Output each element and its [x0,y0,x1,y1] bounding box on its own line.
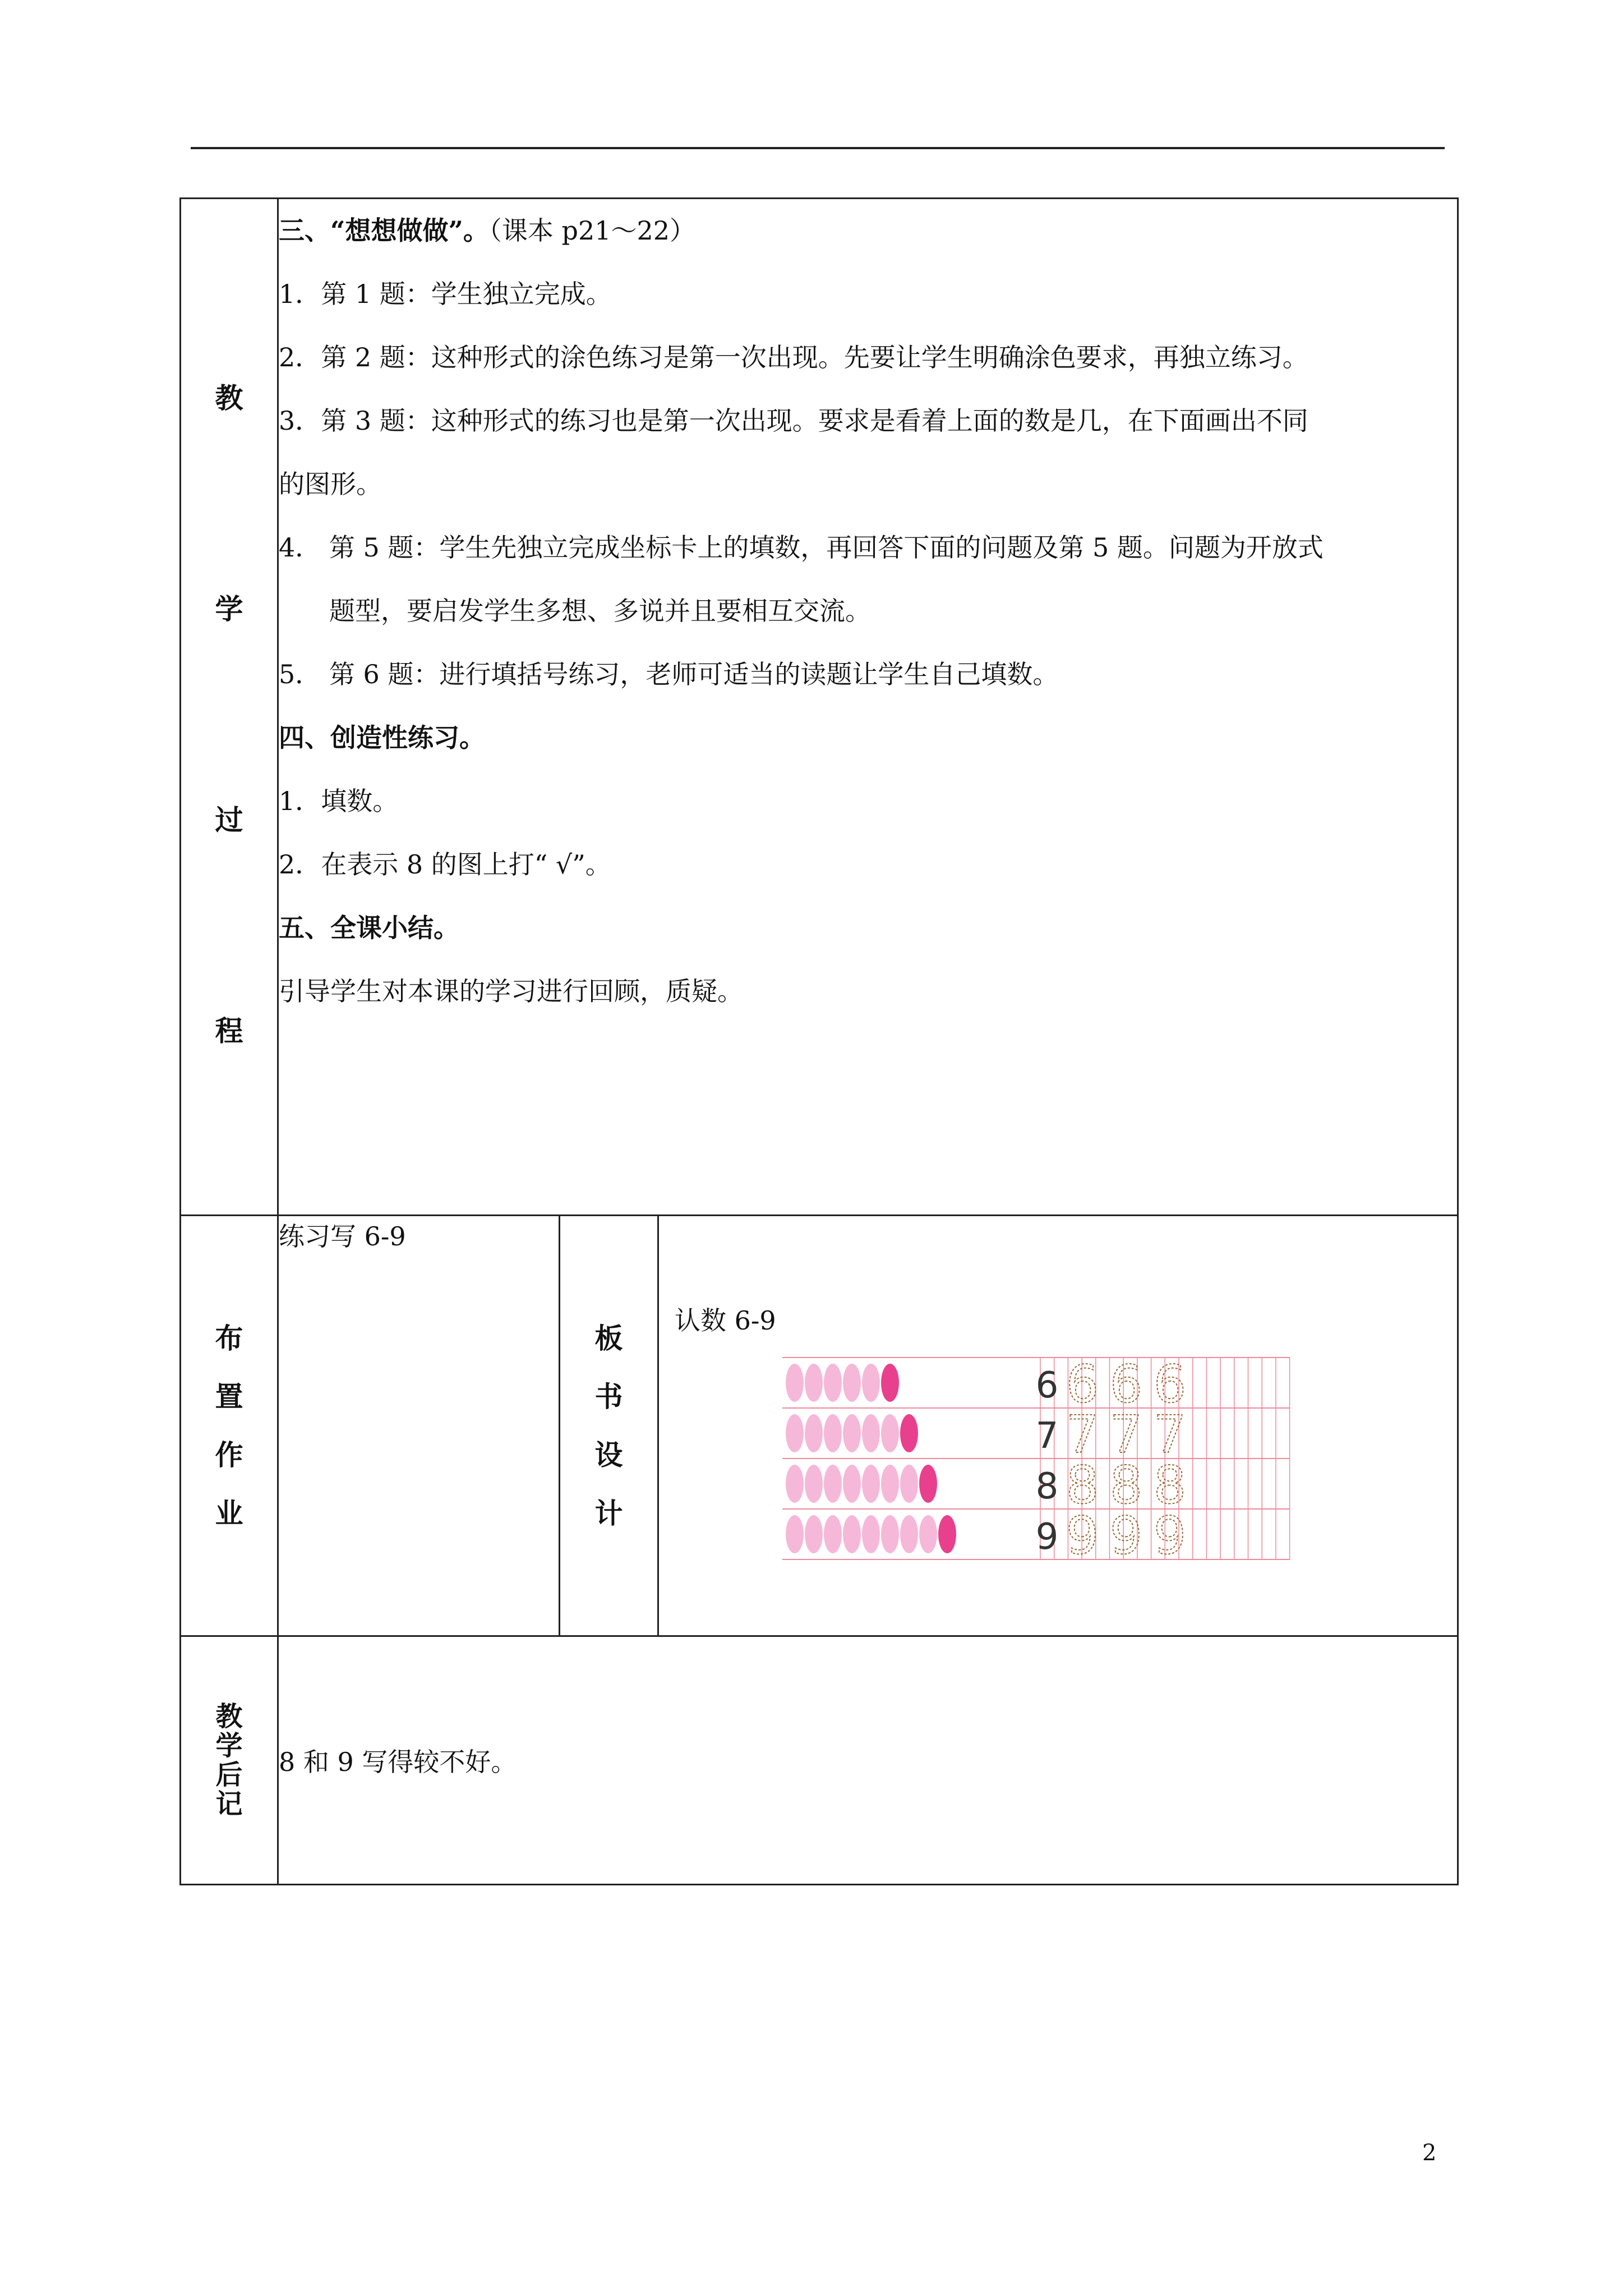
bead-light [862,1515,880,1553]
bead-light [881,1414,899,1452]
printed-digit: 7 [1035,1415,1059,1457]
reflection-label-char: 教 [215,1701,243,1732]
board-label-char: 书 [594,1379,623,1413]
bead-light [824,1465,842,1503]
traced-digit: 6 [1109,1354,1143,1414]
bead-light [843,1465,861,1503]
bead-light [824,1515,842,1553]
traced-digit: 6 [1153,1354,1187,1414]
reflection-content-cell [278,1636,1458,1885]
bead-dark [938,1515,956,1553]
reflection-label-char: 学 [215,1730,243,1761]
digit-column [1036,1354,1187,1565]
section-heading [279,199,1457,263]
process-line: 引导学生对本课的学习进行回顾，质疑。 [279,976,743,1006]
bead-light [805,1515,823,1553]
bead-light [805,1414,823,1452]
bead-light [881,1465,899,1503]
section-heading: 四、创造性练习。 [279,723,485,753]
process-line: 4． 第 5 题：学生先独立完成坐标卡上的填数，再回答下面的问题及第 5 题。问题为开放式 [279,532,1324,563]
section-heading-text: 三、“想想做做”。 [279,215,489,246]
traced-digit: 8 [1153,1455,1187,1515]
section-heading: 五、全课小结。 [279,913,459,943]
bead-dark [881,1364,899,1402]
reflection-row [181,1636,1458,1885]
bead-light [824,1414,842,1452]
homework-label-char: 置 [215,1379,243,1413]
traced-digit: 8 [1066,1455,1099,1515]
board-title: 认数 6-9 [675,1305,776,1336]
board-content-cell [658,1216,1458,1636]
process-line: 2．第 2 题：这种形式的涂色练习是第一次出现。先要让学生明确涂色要求，再独立练习。 [279,342,1308,372]
homework-label-char: 作 [215,1438,243,1471]
homework-label-cell [181,1216,278,1636]
bead-light [843,1414,861,1452]
printed-digit: 6 [1035,1365,1059,1406]
process-line: 1．第 1 题：学生独立完成。 [279,279,612,309]
bead-light [843,1515,861,1553]
board-label-char: 计 [594,1496,623,1530]
header-rule [191,147,1445,149]
bead-light [786,1465,804,1503]
bead-light [900,1465,918,1503]
process-label-char: 教 [215,381,243,415]
process-line: 5． 第 6 题：进行填括号练习，老师可适当的读题让学生自己填数。 [279,659,1059,689]
bead-light [862,1414,880,1452]
homework-label-char: 布 [215,1321,243,1355]
board-counting-figure [782,1352,1298,1565]
process-label-char: 学 [215,592,243,625]
process-line: 2．在表示 8 的图上打“ √”。 [279,849,611,880]
board-label-cell [560,1216,658,1636]
printed-digit: 9 [1035,1516,1059,1558]
board-label-char: 板 [594,1321,623,1355]
traced-digit: 9 [1153,1506,1187,1565]
printed-digit: 8 [1035,1466,1059,1507]
traced-digit: 9 [1109,1506,1143,1565]
page-number: 2 [1422,2140,1437,2166]
traced-digit: 7 [1153,1405,1187,1465]
process-line: 题型，要启发学生多想、多说并且要相互交流。 [329,596,871,626]
bead-dark [919,1465,937,1503]
bead-light [786,1414,804,1452]
board-label-char: 设 [594,1438,623,1471]
bead-light [786,1515,804,1553]
process-row [181,199,1458,1216]
traced-digit: 6 [1066,1354,1099,1414]
bead-light [805,1465,823,1503]
traced-digit: 7 [1066,1405,1099,1465]
reflection-label-char: 后 [215,1759,243,1791]
section-heading-ref: （课本 p21～22） [488,215,696,246]
homework-label-char: 业 [215,1496,243,1530]
bead-light [862,1465,880,1503]
homework-content-cell [278,1216,560,1636]
lesson-plan-table [179,197,1459,1885]
process-line: 3．第 3 题：这种形式的练习也是第一次出现。要求是看着上面的数是几，在下面画出不同 [279,406,1308,436]
process-label-char: 过 [215,803,243,836]
traced-digit: 8 [1109,1455,1143,1515]
process-label-char: 程 [215,1014,243,1047]
process-line: 的图形。 [279,469,382,499]
process-line: 1．填数。 [279,786,399,816]
bead-light [919,1515,937,1553]
reflection-text: 8 和 9 写得较不好。 [279,1747,517,1777]
traced-digit: 7 [1109,1405,1143,1465]
homework-board-row [181,1216,1458,1636]
bead-light [786,1364,804,1402]
process-content-cell [278,199,1458,1216]
reflection-label-char: 记 [215,1788,243,1820]
bead-dark [900,1414,918,1452]
traced-digit: 9 [1066,1506,1099,1565]
bead-light [862,1364,880,1402]
reflection-label-cell [181,1636,278,1885]
process-label-cell [181,199,278,1216]
bead-light [843,1364,861,1402]
bead-light [805,1364,823,1402]
homework-text: 练习写 6-9 [279,1221,406,1251]
bead-light [881,1515,899,1553]
bead-light [900,1515,918,1553]
bead-light [824,1364,842,1402]
